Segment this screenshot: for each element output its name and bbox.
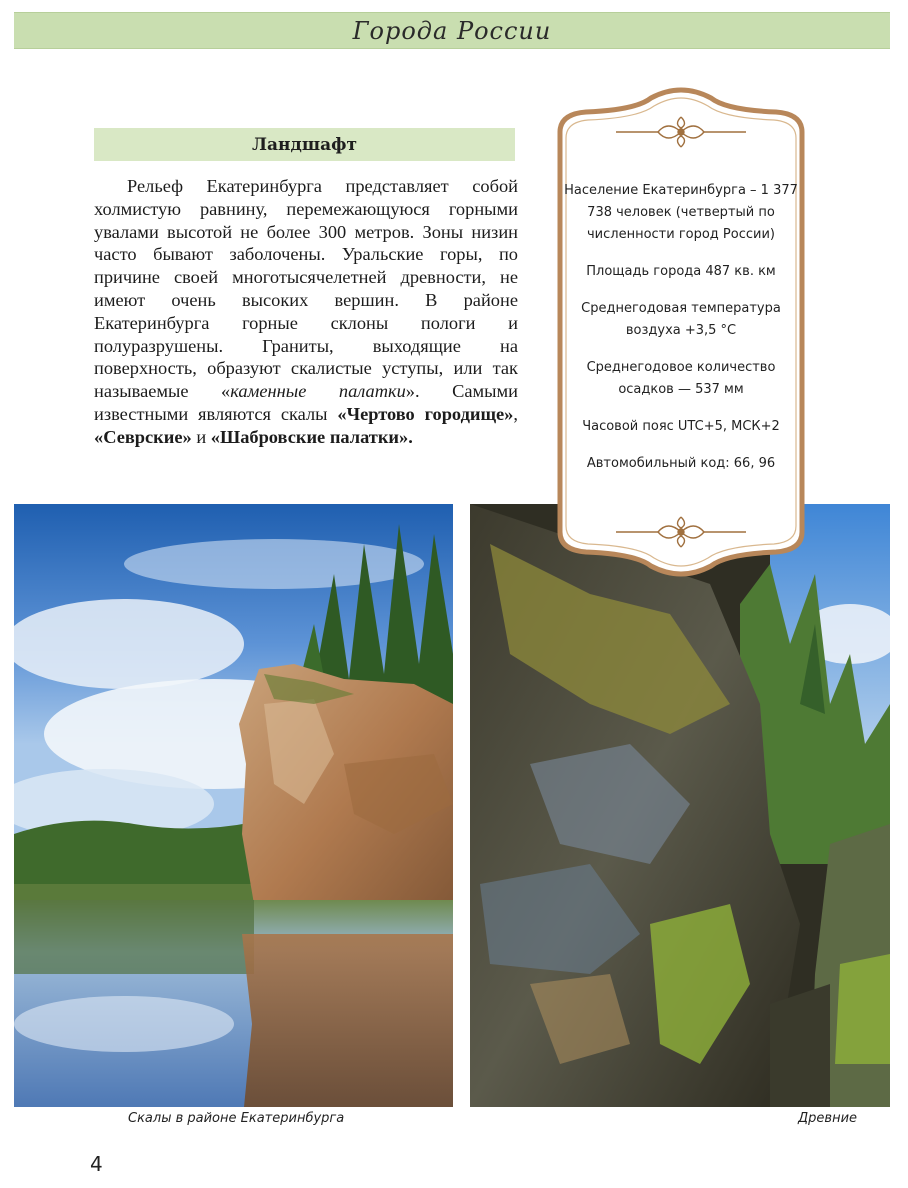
caption-right-photo: Древние [798,1111,858,1126]
fact-precipitation: Среднегодовое количество осадков — 537 мм [586,360,776,397]
paragraph-text-mid: ». Самыми известными являются скалы [94,381,519,424]
section-heading-bar [94,128,515,161]
fact-population: Население Екатеринбурга – 1 377 738 человек (четвертый по численности город России) [564,183,798,242]
city-facts-card [546,84,816,584]
fact-timezone: Часовой пояс UTC+5, МСК+2 [582,419,780,434]
paragraph-comma: , [513,403,518,424]
paragraph-italic-term: каменные палатки [230,381,406,402]
header-title: Города России [352,16,552,45]
fact-area: Площадь города 487 кв. км [586,264,776,279]
paragraph-text-lead: Рельеф Екатеринбурга представляет собой холмистую равнину, перемежающуюся горными увалами высотой не более 300 метров. Зоны низин часто бывают заболочены. Уральские горы, по причине своей многотысячелетней древности, не имеют очень высоких вершин. В районе Екатеринбурга горные склоны пологи и полуразрушены. Граниты, выходящие на поверхность, образуют скалистые уступы, или так называемые « [94,176,518,402]
page-number: 4 [90,1152,103,1176]
rock-name-2: «Севрские» [94,426,192,447]
photo-cliff-river [14,504,453,1107]
fact-temperature: Среднегодовая температура воздуха +3,5 °С [581,301,781,338]
section-title: Ландшафт [252,134,357,155]
paragraph-conjunction: и [191,426,211,447]
rock-name-3: «Шабровские палатки». [210,426,413,447]
caption-left-photo: Скалы в районе Екатеринбурга [128,1111,345,1126]
fact-car-code: Автомобильный код: 66, 96 [586,456,776,471]
page-header [14,12,890,49]
photo-mossy-gorge [470,504,890,1107]
landscape-paragraph [94,175,518,449]
facts-list [564,180,798,490]
rock-name-1: «Чертово городище» [337,403,514,424]
